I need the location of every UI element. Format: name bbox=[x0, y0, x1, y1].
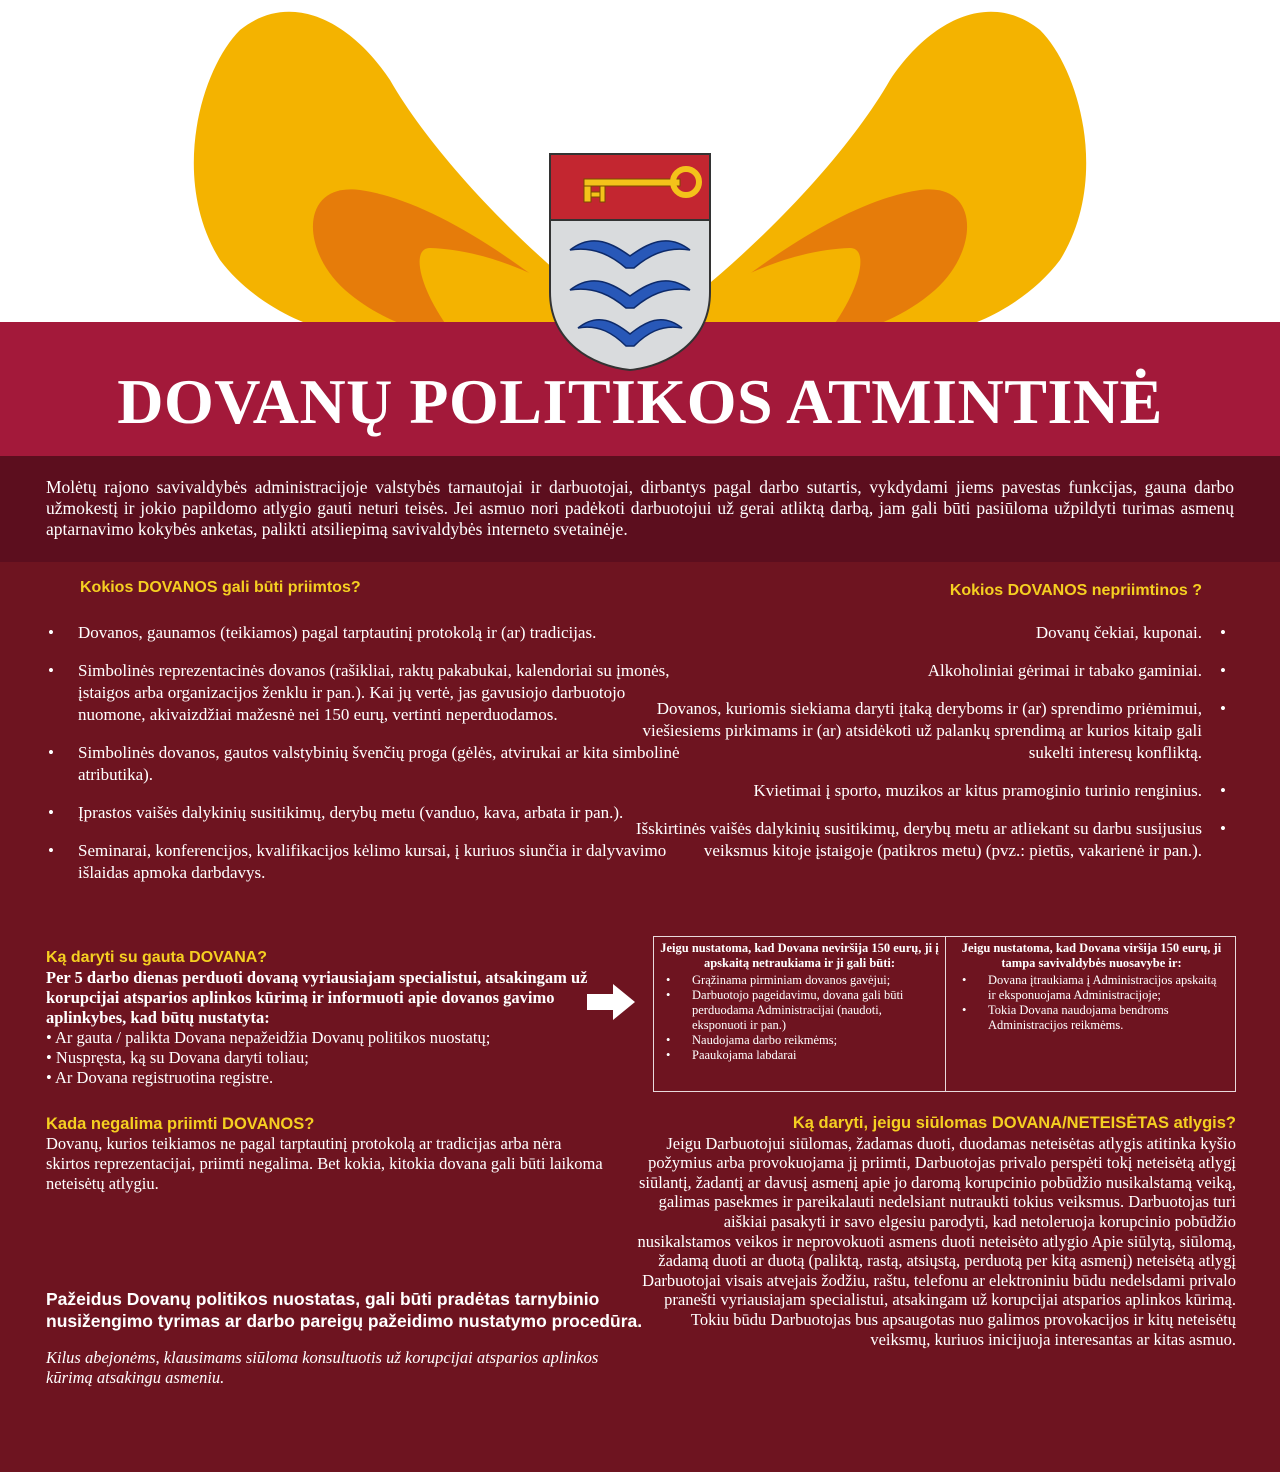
list-item: • Ar gauta / palikta Dovana nepažeidžia Dovanų politikos nuostatų; bbox=[46, 1028, 491, 1047]
table-column-under-150 bbox=[654, 937, 946, 1091]
received-heading: Ką daryti su gauta DOVANA? bbox=[46, 949, 268, 966]
received-section bbox=[46, 948, 606, 1088]
list-item: Alkoholiniai gėrimai ir tabako gaminiai. • bbox=[626, 660, 1226, 682]
intro-paragraph: Molėtų rajono savivaldybės administracijoje valstybės tarnautojai ir darbuotojai, dirbantys pagal darbo sutartis, vykdydami jiems pavestas funkcijas, gauna darbo užmokestį ir jokio papildomo atlygio gauti neturi teisės. Jei asmuo nori padėkoti darbuotojui už gerai atliktą darbą, jam gali būti pasiūloma užpildyti turimas asmenų aptarnavimo kokybės anketas, palikti atsiliepimą savivaldybės interneto svetainėje. bbox=[0, 456, 1280, 562]
forbidden-heading: Kada negalima priimti DOVANOS? bbox=[46, 1115, 315, 1133]
list-item: • Dovanos, gaunamos (teikiamos) pagal tarptautinį protokolą ir (ar) tradicijas. bbox=[46, 622, 686, 644]
list-item: • Dovana įtraukiama į Administracijos apskaitą ir eksponuojama Administracijoje; bbox=[956, 973, 1227, 1003]
rejected-list bbox=[626, 622, 1226, 878]
violation-notice: Pažeidus Dovanų politikos nuostatas, gali būti pradėtas tarnybinio nusižengimo tyrimas ar darbo pareigų pažeidimo nustatymo procedūra. bbox=[46, 1289, 643, 1331]
page-title: DOVANŲ POLITIKOS ATMINTINĖ bbox=[117, 366, 1163, 437]
list-item: • Simbolinės reprezentacinės dovanos (rašikliai, raktų pakabukai, kalendoriai su įmonės, įstaigos arba organizacijos ženklu ir pan.). Kai jų vertė, jas gavusiojo darbuotojo nuomone, akivaizdžiai mažesnė nei 150 eurų, vertinti neperduodamos. bbox=[46, 660, 686, 726]
list-item: • Grąžinama pirminiam dovanos gavėjui; bbox=[660, 973, 939, 988]
main-content bbox=[0, 562, 1280, 1472]
table-header: Jeigu nustatoma, kad Dovana neviršija 150 eurų, ji į apskaitą netraukiama ir ji gali būti: bbox=[660, 941, 939, 970]
arrow-right-icon bbox=[585, 982, 637, 1022]
list-item: • Nuspręsta, ką su Dovana daryti toliau; bbox=[46, 1048, 309, 1067]
list-item: • Paaukojama labdarai bbox=[660, 1048, 939, 1063]
forbidden-text: Dovanų, kurios teikiamos ne pagal tarptautinį protokolą ar tradicijas arba nėra skirtos reprezentacijai, priimti negalima. Bet kokia, kitokia dovana gali būti laikoma neteisėtų atlygiu. bbox=[46, 1134, 603, 1193]
list-item: Dovanų čekiai, kuponai. • bbox=[626, 622, 1226, 644]
list-item: Dovanos, kuriomis siekiama daryti įtaką deryboms ir (ar) sprendimo priėmimui, viešiesiems pirkimams ir (ar) atsidėkoti už palankų sprendimą ar kurios kitaip gali sukelti interesų konfliktą. • bbox=[626, 698, 1226, 764]
rejected-heading: Kokios DOVANOS nepriimtinos ? bbox=[949, 582, 1202, 599]
forbidden-section bbox=[46, 1114, 606, 1194]
list-item: Išskirtinės vaišės dalykinių susitikimų, derybų metu ar atliekant su darbu susijusius veiksmus kitoje įstaigoje (patikros metu) (pvz.: pietūs, vakarienė ir pan.). • bbox=[626, 818, 1226, 862]
consultation-note: Kilus abejonėms, klausimams siūloma konsultuotis už korupcijai atsparios aplinkos kūrimą atsakingu asmeniu. bbox=[46, 1348, 599, 1387]
table-column-over-150 bbox=[946, 937, 1235, 1091]
list-item: • Darbuotojo pageidavimu, dovana gali būti perduodama Administracijai (naudoti, eksponuoti ir pan.) bbox=[660, 988, 939, 1033]
illegal-reward-section bbox=[636, 1114, 1236, 1349]
list-item: • Seminarai, konferencijos, kvalifikacijos kėlimo kursai, į kuriuos siunčia ir dalyvavimo išlaidas apmoka darbdavys. bbox=[46, 840, 686, 884]
list-item: Kvietimai į sporto, muzikos ar kitus pramoginio turinio renginius. • bbox=[626, 780, 1226, 802]
list-item: • Tokia Dovana naudojama bendroms Administracijos reikmėms. bbox=[956, 1003, 1227, 1033]
list-item: • Naudojama darbo reikmėms; bbox=[660, 1033, 939, 1048]
gift-value-table bbox=[653, 936, 1236, 1092]
list-item: • Įprastos vaišės dalykinių susitikimų, derybų metu (vanduo, kava, arbata ir pan.). bbox=[46, 802, 686, 824]
coat-of-arms-logo bbox=[548, 152, 712, 372]
list-item: • Ar Dovana registruotina registre. bbox=[46, 1068, 274, 1087]
accepted-list bbox=[46, 622, 686, 900]
illegal-heading: Ką daryti, jeigu siūlomas DOVANA/NETEISĖTAS atlygis? bbox=[792, 1114, 1236, 1132]
accepted-heading: Kokios DOVANOS gali būti priimtos? bbox=[80, 579, 361, 596]
received-intro: Per 5 darbo dienas perduoti dovaną vyriausiajam specialistui, atsakingam už korupcijai atsparios aplinkos kūrimą ir informuoti apie dovanos gavimo aplinkybes, kad būtų nustatyta: bbox=[46, 968, 588, 1027]
table-header: Jeigu nustatoma, kad Dovana viršija 150 eurų, ji tampa savivaldybės nuosavybe ir: bbox=[961, 941, 1222, 970]
illegal-text: Jeigu Darbuotojui siūlomas, žadamas duoti, duodamas neteisėtas atlygis atitinka kyšio požymius arba provokuojama jį priimti, Darbuotojas privalo perspėti tokį neteisėtą atlygį siūlantį, žadantį ar davusį asmenį apie jo daromą korupcinio pobūdžio nusikalstamą veiką, galimas pasekmes ir pareikalauti nedelsiant nutraukti tokius veiksmus. Darbuotojas turi aiškiai pasakyti ir savo elgesiu parodyti, kad netoleruoja korupcinio pobūdžio nusikalstamos veikos ir neprovokuoti asmens duoti neteisėto atlygio Apie siūlytą, siūlomą, žadamą duoti ar duotą (paliktą, rastą, atsiųstą, perduotą per kitą asmenį) neteisėtą atlygį Darbuotojai visais atvejais žodžiu, raštu, telefonu ar elektroniniu būdu nedelsdami privalo pranešti vyriausiajam specialistui, atsakingam už korupcijai atsparios aplinkos kūrimą. Tokiu būdu Darbuotojas bus apsaugotas nuo galimos provokacijos ir kitų neteisėtų veiksmų, kuriuos inicijuoja interesantas ar kitas asmuo. bbox=[637, 1133, 1236, 1349]
list-item: • Simbolinės dovanos, gautos valstybinių švenčių proga (gėlės, atvirukai ar kita simbolinė atributika). bbox=[46, 742, 686, 786]
